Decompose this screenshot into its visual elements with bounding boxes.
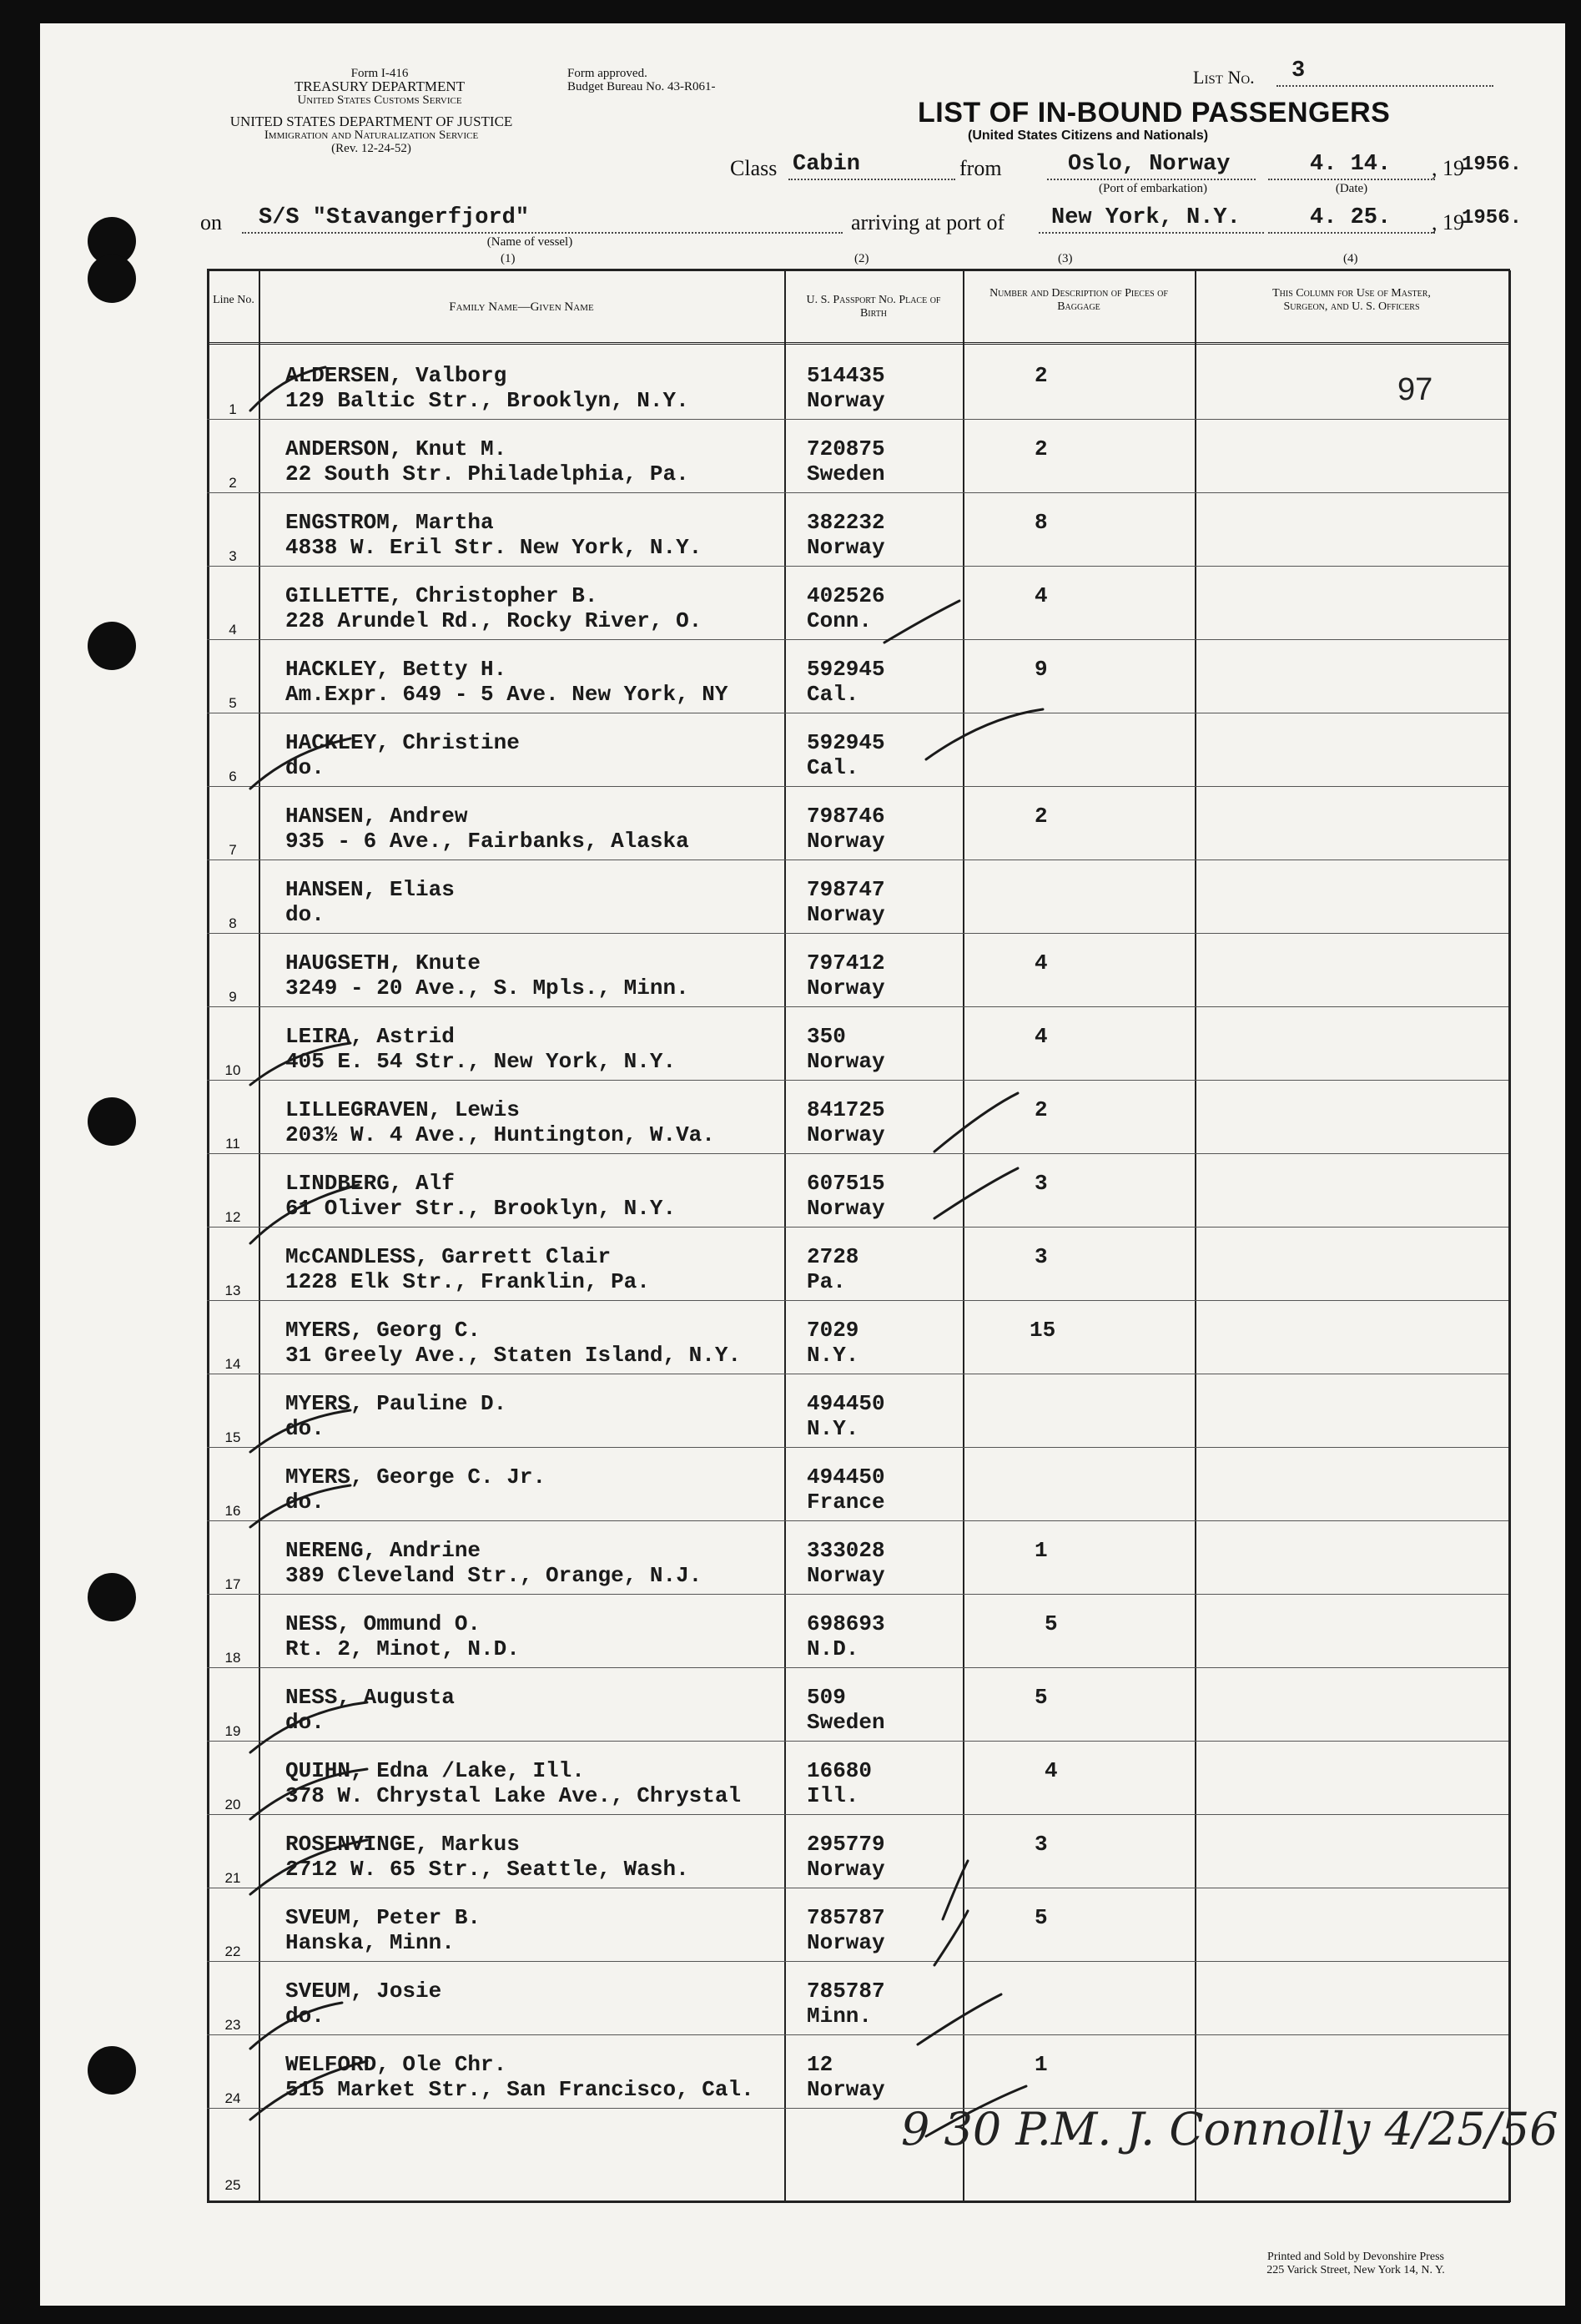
passport-no: 7029 bbox=[807, 1318, 859, 1343]
baggage-count: 3 bbox=[1035, 1832, 1048, 1857]
row-line-no: 12 bbox=[224, 1209, 241, 1225]
passenger-address: Hanska, Minn. bbox=[285, 1930, 455, 1955]
arrival-year: 1956. bbox=[1462, 207, 1523, 229]
printer-line-1: Printed and Sold by Devonshire Press bbox=[1267, 2251, 1444, 2263]
passenger-name: ROSENVINGE, Markus bbox=[285, 1832, 520, 1857]
col-num-3: (3) bbox=[1058, 252, 1073, 265]
form-subtitle: (United States Citizens and Nationals) bbox=[968, 129, 1209, 143]
official-signature: 9 30 P.M. J. Connolly 4/25/56 bbox=[901, 2103, 1558, 2155]
passport-no: 350 bbox=[807, 1024, 846, 1049]
passenger-name: LEIRA, Astrid bbox=[285, 1024, 455, 1049]
passenger-name: ANDERSON, Knut M. bbox=[285, 436, 507, 461]
passenger-address: do. bbox=[285, 1710, 325, 1735]
row-line-no: 4 bbox=[229, 622, 237, 638]
row-line-no: 7 bbox=[229, 842, 237, 858]
on-label: on bbox=[200, 210, 222, 234]
passport-no: 494450 bbox=[807, 1391, 885, 1416]
passenger-name: HANSEN, Andrew bbox=[285, 804, 468, 829]
passenger-name: HAUGSETH, Knute bbox=[285, 950, 481, 975]
check-mark bbox=[250, 1043, 350, 1085]
passenger-address: Rt. 2, Minot, N.D. bbox=[285, 1636, 520, 1661]
passenger-address: 2712 W. 65 Str., Seattle, Wash. bbox=[285, 1857, 689, 1882]
passport-no: 402526 bbox=[807, 583, 885, 608]
passport-no: 12 bbox=[807, 2052, 833, 2077]
check-mark bbox=[250, 1185, 359, 1243]
baggage-count: 5 bbox=[1035, 1905, 1048, 1930]
embark-year-value: 1956. bbox=[1462, 154, 1523, 176]
row-line-no: 18 bbox=[224, 1650, 241, 1666]
passenger-address: 935 - 6 Ave., Fairbanks, Alaska bbox=[285, 829, 689, 854]
passenger-address: do. bbox=[285, 902, 325, 927]
baggage-count: 2 bbox=[1035, 1097, 1048, 1122]
check-mark bbox=[250, 2003, 342, 2049]
row-line-no: 25 bbox=[224, 2177, 241, 2193]
check-mark bbox=[943, 1861, 968, 1919]
row-line-no: 9 bbox=[229, 989, 237, 1005]
passport-no: 509 bbox=[807, 1685, 846, 1710]
place-of-birth: Norway bbox=[807, 2077, 885, 2102]
row-line-no: 13 bbox=[224, 1283, 241, 1298]
passenger-address: do. bbox=[285, 2004, 325, 2029]
passenger-address: 129 Baltic Str., Brooklyn, N.Y. bbox=[285, 388, 689, 413]
passenger-address: 389 Cleveland Str., Orange, N.J. bbox=[285, 1563, 702, 1588]
passenger-name: MYERS, George C. Jr. bbox=[285, 1464, 546, 1490]
revision-date: (Rev. 12-24-52) bbox=[331, 142, 411, 155]
check-mark bbox=[250, 1769, 367, 1819]
passenger-name: HACKLEY, Christine bbox=[285, 730, 520, 755]
check-mark bbox=[934, 1093, 1018, 1152]
baggage-count: 5 bbox=[1045, 1611, 1058, 1636]
baggage-count: 3 bbox=[1035, 1171, 1048, 1196]
passport-no: 785787 bbox=[807, 1905, 885, 1930]
place-of-birth: Pa. bbox=[807, 1269, 846, 1294]
place-of-birth: Conn. bbox=[807, 608, 873, 633]
header-passport: U. S. Passport No. Place of Birth bbox=[806, 294, 941, 320]
row-line-no: 6 bbox=[229, 769, 237, 784]
passport-no: 785787 bbox=[807, 1979, 885, 2004]
check-mark bbox=[250, 367, 325, 411]
embark-date-caption: (Date) bbox=[1335, 182, 1368, 195]
embark-port-caption: (Port of embarkation) bbox=[1099, 182, 1207, 195]
check-mark bbox=[250, 1702, 367, 1752]
passenger-name: SVEUM, Josie bbox=[285, 1979, 442, 2004]
ins-title: Immigration and Naturalization Service bbox=[264, 129, 479, 142]
arrival-year-comma: , 19 bbox=[1432, 210, 1464, 234]
place-of-birth: Norway bbox=[807, 1857, 885, 1882]
place-of-birth: Norway bbox=[807, 535, 885, 560]
check-mark bbox=[918, 1994, 1001, 2044]
passenger-address: 61 Oliver Str., Brooklyn, N.Y. bbox=[285, 1196, 677, 1221]
passenger-name: NERENG, Andrine bbox=[285, 1538, 481, 1563]
treasury-dept: TREASURY DEPARTMENT bbox=[294, 78, 466, 94]
place-of-birth: N.Y. bbox=[807, 1343, 859, 1368]
from-label: from bbox=[959, 156, 1002, 180]
passenger-address: 378 W. Chrystal Lake Ave., Chrystal bbox=[285, 1783, 742, 1808]
check-mark bbox=[250, 1410, 350, 1452]
check-mark bbox=[250, 1840, 367, 1894]
place-of-birth: Norway bbox=[807, 829, 885, 854]
baggage-count: 8 bbox=[1035, 510, 1048, 535]
customs-service: United States Customs Service bbox=[297, 93, 462, 107]
header-baggage: Number and Description of Pieces of Baggage bbox=[989, 287, 1168, 313]
passenger-address: do. bbox=[285, 1416, 325, 1441]
row-line-no: 21 bbox=[224, 1870, 241, 1886]
passenger-address: 515 Market Str., San Francisco, Cal. bbox=[285, 2077, 754, 2102]
passport-no: 798747 bbox=[807, 877, 885, 902]
col-num-1: (1) bbox=[501, 252, 516, 265]
place-of-birth: Sweden bbox=[807, 461, 885, 486]
row-line-no: 14 bbox=[224, 1356, 241, 1372]
row-line-no: 3 bbox=[229, 548, 237, 564]
passport-no: 720875 bbox=[807, 436, 885, 461]
row-line-no: 20 bbox=[224, 1797, 241, 1812]
arriving-label: arriving at port of bbox=[851, 210, 1005, 234]
check-mark bbox=[250, 2061, 367, 2120]
baggage-count: 4 bbox=[1035, 583, 1048, 608]
passenger-address: 31 Greely Ave., Staten Island, N.Y. bbox=[285, 1343, 742, 1368]
passport-no: 698693 bbox=[807, 1611, 885, 1636]
passport-no: 514435 bbox=[807, 363, 885, 388]
place-of-birth: Norway bbox=[807, 902, 885, 927]
passport-no: 607515 bbox=[807, 1171, 885, 1196]
passenger-address: do. bbox=[285, 755, 325, 780]
passport-no: 592945 bbox=[807, 657, 885, 682]
class-value: Cabin bbox=[793, 152, 861, 177]
row-line-no: 10 bbox=[224, 1062, 241, 1078]
printer-credit bbox=[1201, 2251, 1510, 2277]
baggage-count: 3 bbox=[1035, 1244, 1048, 1269]
check-mark bbox=[884, 601, 959, 643]
passenger-address: 203½ W. 4 Ave., Huntington, W.Va. bbox=[285, 1122, 715, 1147]
passport-no: 16680 bbox=[807, 1758, 873, 1783]
baggage-count: 2 bbox=[1035, 363, 1048, 388]
place-of-birth: Norway bbox=[807, 975, 885, 1001]
place-of-birth: Norway bbox=[807, 1930, 885, 1955]
row-line-no: 19 bbox=[224, 1723, 241, 1739]
header-line-no: Line No. bbox=[213, 294, 254, 306]
row-line-no: 23 bbox=[224, 2017, 241, 2033]
baggage-count: 5 bbox=[1035, 1685, 1048, 1710]
embark-port-value: Oslo, Norway bbox=[1068, 152, 1231, 177]
passenger-name: LINDBERG, Alf bbox=[285, 1171, 455, 1196]
passport-no: 592945 bbox=[807, 730, 885, 755]
passenger-name: SVEUM, Peter B. bbox=[285, 1905, 481, 1930]
list-no-value: 3 bbox=[1291, 58, 1306, 83]
baggage-count: 15 bbox=[1030, 1318, 1056, 1343]
form-number: Form I-416 bbox=[350, 67, 409, 80]
place-of-birth: Norway bbox=[807, 1122, 885, 1147]
budget-bureau-no: Budget Bureau No. 43-R061- bbox=[567, 80, 716, 93]
passenger-name: HACKLEY, Betty H. bbox=[285, 657, 507, 682]
passenger-address: 1228 Elk Str., Franklin, Pa. bbox=[285, 1269, 650, 1294]
check-mark bbox=[926, 709, 1043, 759]
place-of-birth: N.Y. bbox=[807, 1416, 859, 1441]
passenger-name: McCANDLESS, Garrett Clair bbox=[285, 1244, 612, 1269]
passport-no: 333028 bbox=[807, 1538, 885, 1563]
passenger-name: MYERS, Pauline D. bbox=[285, 1391, 507, 1416]
place-of-birth: N.D. bbox=[807, 1636, 859, 1661]
row-line-no: 5 bbox=[229, 695, 237, 711]
place-of-birth: Sweden bbox=[807, 1710, 885, 1735]
place-of-birth: Ill. bbox=[807, 1783, 859, 1808]
class-label: Class bbox=[730, 156, 778, 180]
row-line-no: 17 bbox=[224, 1576, 241, 1592]
passenger-address: 228 Arundel Rd., Rocky River, O. bbox=[285, 608, 702, 633]
vessel-name: S/S "Stavangerfjord" bbox=[259, 205, 530, 230]
vessel-caption: (Name of vessel) bbox=[486, 235, 573, 249]
col-num-2: (2) bbox=[854, 252, 869, 265]
passport-no: 382232 bbox=[807, 510, 885, 535]
col-num-4: (4) bbox=[1343, 252, 1358, 265]
passenger-name: NESS, Augusta bbox=[285, 1685, 455, 1710]
passenger-name: MYERS, Georg C. bbox=[285, 1318, 481, 1343]
baggage-count: 2 bbox=[1035, 436, 1048, 461]
passenger-name: QUIHN, Edna /Lake, Ill. bbox=[285, 1758, 585, 1783]
row-line-no: 16 bbox=[224, 1503, 241, 1519]
printer-line-2: 225 Varick Street, New York 14, N. Y. bbox=[1266, 2264, 1445, 2276]
passenger-address: 4838 W. Eril Str. New York, N.Y. bbox=[285, 535, 702, 560]
passenger-address: 22 South Str. Philadelphia, Pa. bbox=[285, 461, 689, 486]
baggage-count: 1 bbox=[1035, 2052, 1048, 2077]
embark-year-comma: , 19 bbox=[1432, 156, 1464, 180]
baggage-count: 4 bbox=[1035, 950, 1048, 975]
place-of-birth: Cal. bbox=[807, 755, 859, 780]
passenger-address: 405 E. 54 Str., New York, N.Y. bbox=[285, 1049, 677, 1074]
passenger-name: GILLETTE, Christopher B. bbox=[285, 583, 598, 608]
baggage-count: 4 bbox=[1035, 1024, 1048, 1049]
passenger-address: Am.Expr. 649 - 5 Ave. New York, NY bbox=[285, 682, 728, 707]
header-name: Family Name—Given Name bbox=[449, 300, 594, 314]
passport-no: 295779 bbox=[807, 1832, 885, 1857]
passenger-name: ALDERSEN, Valborg bbox=[285, 363, 507, 388]
check-mark bbox=[250, 739, 350, 789]
check-mark bbox=[934, 1168, 1018, 1218]
row-line-no: 15 bbox=[224, 1429, 241, 1445]
passenger-address: do. bbox=[285, 1490, 325, 1515]
place-of-birth: Norway bbox=[807, 1196, 885, 1221]
header-officers: This Column for Use of Master, Surgeon, and U. S. Officers bbox=[1272, 287, 1431, 313]
check-mark bbox=[934, 1911, 968, 1965]
place-of-birth: Norway bbox=[807, 388, 885, 413]
passenger-name: LILLEGRAVEN, Lewis bbox=[285, 1097, 520, 1122]
passenger-name: WELFORD, Ole Chr. bbox=[285, 2052, 507, 2077]
passport-no: 841725 bbox=[807, 1097, 885, 1122]
row-line-no: 11 bbox=[225, 1136, 240, 1152]
passport-no: 2728 bbox=[807, 1244, 859, 1269]
officer-note: 97 bbox=[1397, 372, 1433, 407]
row-line-no: 2 bbox=[229, 475, 237, 491]
row-line-no: 22 bbox=[224, 1943, 241, 1959]
arrival-date: 4. 25. bbox=[1310, 205, 1392, 230]
place-of-birth: France bbox=[807, 1490, 885, 1515]
baggage-count: 9 bbox=[1035, 657, 1048, 682]
passenger-name: NESS, Ommund O. bbox=[285, 1611, 481, 1636]
embark-date-value: 4. 14. bbox=[1310, 152, 1392, 177]
row-line-no: 8 bbox=[229, 915, 237, 931]
passenger-name: ENGSTROM, Martha bbox=[285, 510, 494, 535]
place-of-birth: Cal. bbox=[807, 682, 859, 707]
baggage-count: 2 bbox=[1035, 804, 1048, 829]
passport-no: 798746 bbox=[807, 804, 885, 829]
doj-title: UNITED STATES DEPARTMENT OF JUSTICE bbox=[229, 113, 513, 129]
place-of-birth: Minn. bbox=[807, 2004, 873, 2029]
passport-no: 797412 bbox=[807, 950, 885, 975]
row-line-no: 1 bbox=[229, 401, 237, 417]
baggage-count: 1 bbox=[1035, 1538, 1048, 1563]
passenger-address: 3249 - 20 Ave., S. Mpls., Minn. bbox=[285, 975, 689, 1001]
place-of-birth: Norway bbox=[807, 1563, 885, 1588]
list-no-label: List No. bbox=[1193, 67, 1255, 88]
form-title: LIST OF IN-BOUND PASSENGERS bbox=[918, 97, 1391, 129]
arrival-port: New York, N.Y. bbox=[1051, 205, 1241, 230]
form-approved: Form approved. bbox=[567, 67, 647, 80]
baggage-count: 4 bbox=[1045, 1758, 1058, 1783]
passenger-name: HANSEN, Elias bbox=[285, 877, 455, 902]
place-of-birth: Norway bbox=[807, 1049, 885, 1074]
row-line-no: 24 bbox=[224, 2090, 241, 2106]
passport-no: 494450 bbox=[807, 1464, 885, 1490]
check-mark bbox=[250, 1485, 350, 1527]
